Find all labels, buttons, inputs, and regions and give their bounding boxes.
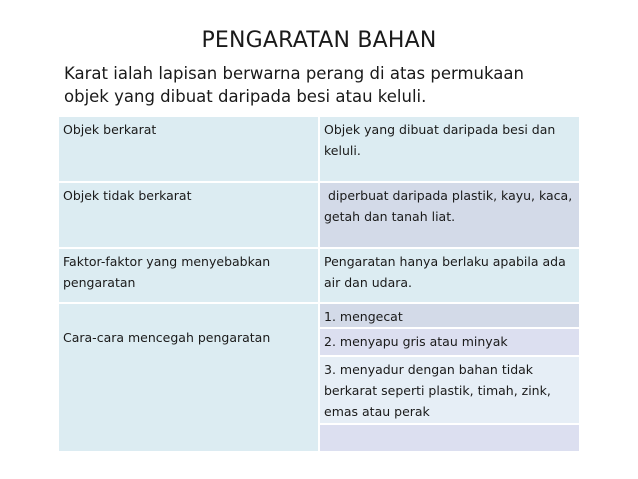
table-row-1-label: Objek berkarat <box>59 117 318 181</box>
table-row-2-value: diperbuat daripada plastik, kayu, kaca, getah dan tanah liat. <box>320 183 579 247</box>
intro-line-2: objek yang dibuat daripada besi atau keluli. <box>64 87 427 106</box>
table-row-3-value: Pengaratan hanya berlaku apabila ada air dan udara. <box>320 249 579 302</box>
method-item-4 <box>320 425 579 451</box>
intro-text <box>64 62 624 108</box>
table-row-4-label: Cara-cara mencegah pengaratan <box>59 304 318 451</box>
method-item-3: 3. menyadur dengan bahan tidak berkarat seperti plastik, timah, zink, emas atau perak <box>320 357 579 423</box>
method-item-1: 1. mengecat <box>320 304 579 327</box>
slide-title: PENGARATAN BAHAN <box>201 28 437 53</box>
info-table <box>59 117 579 451</box>
method-item-2: 2. menyapu gris atau minyak <box>320 329 579 355</box>
table-row-2-label: Objek tidak berkarat <box>59 183 318 247</box>
table-row-1-value: Objek yang dibuat daripada besi dan keluli. <box>320 117 579 181</box>
intro-line-1: Karat ialah lapisan berwarna perang di atas permukaan <box>64 64 524 83</box>
table-row-3-label: Faktor-faktor yang menyebabkan pengaratan <box>59 249 318 302</box>
